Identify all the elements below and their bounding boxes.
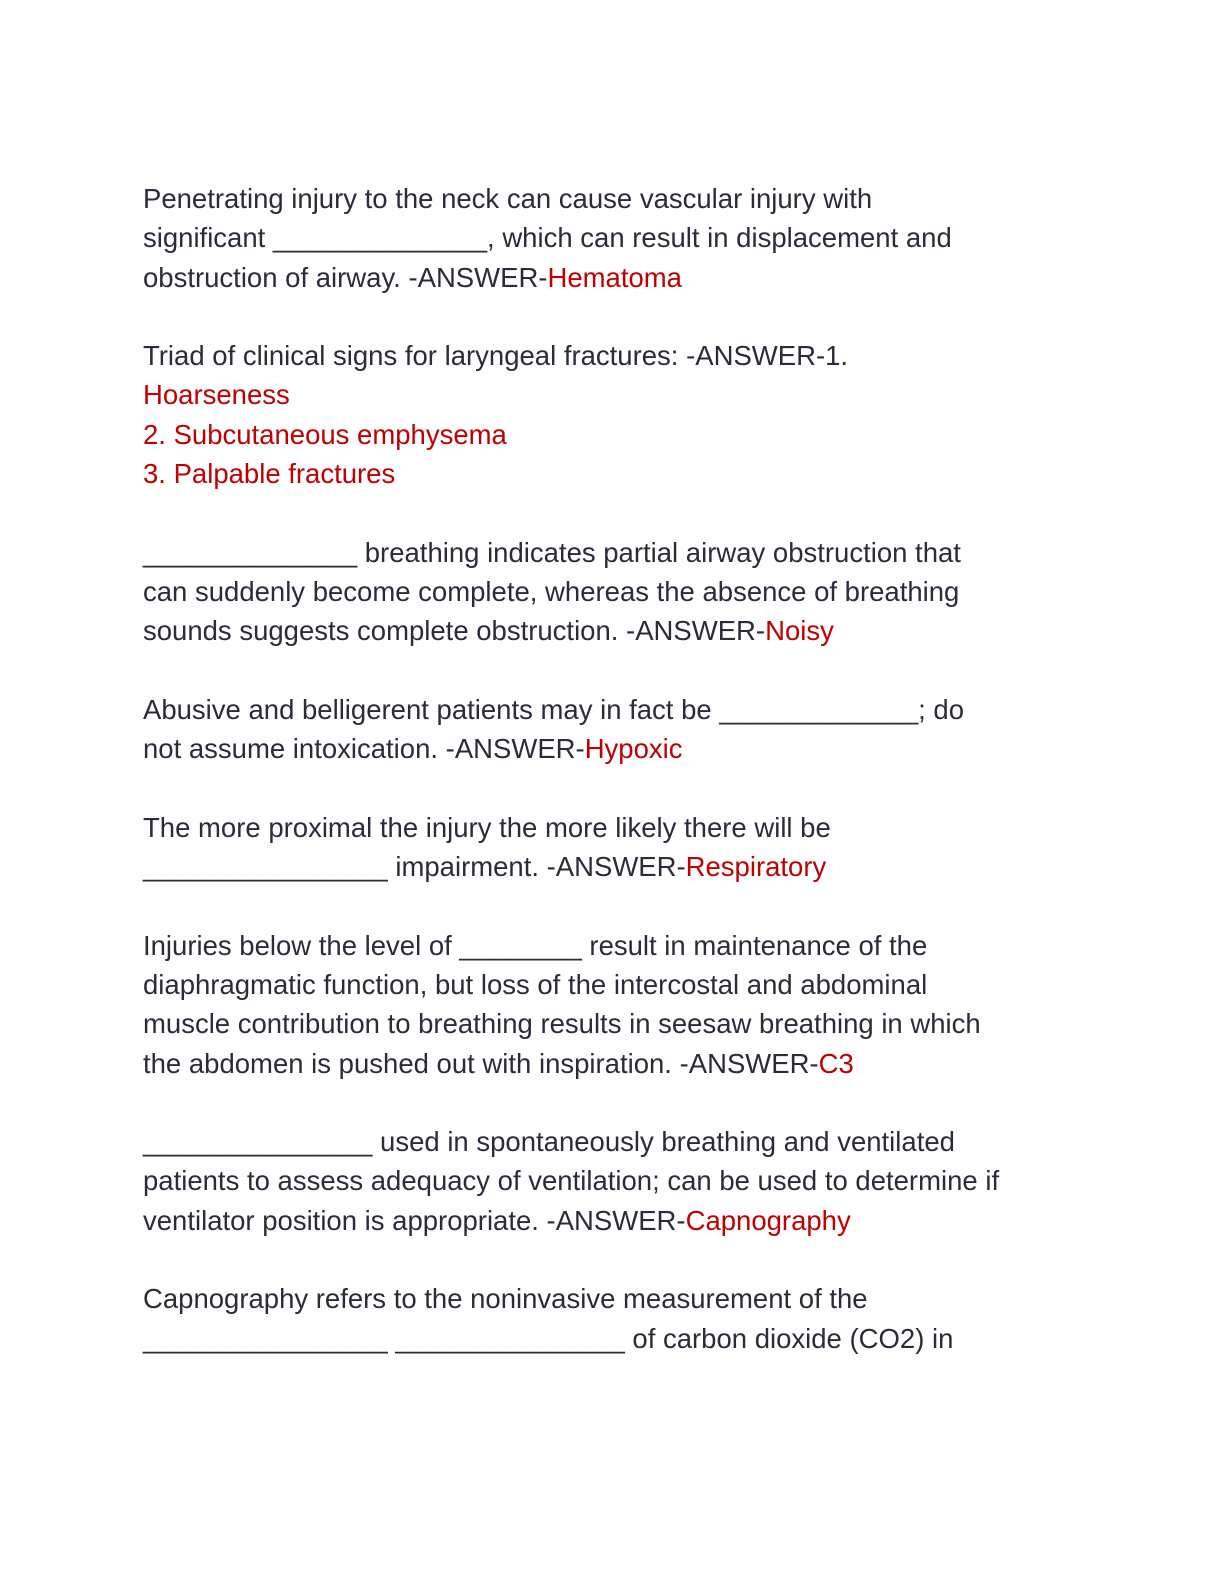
answer-text: Hoarseness xyxy=(143,379,290,411)
question-text: ventilator position is appropriate. -ANSWER- xyxy=(143,1204,686,1236)
paragraph-gap xyxy=(143,1083,1083,1122)
answer-text: Respiratory xyxy=(685,851,827,883)
answer-text: Hematoma xyxy=(547,261,682,293)
text-line xyxy=(143,572,1083,611)
question-text: sounds suggests complete obstruction. -ANSWER- xyxy=(143,615,766,647)
qa-item xyxy=(143,690,1083,769)
text-line xyxy=(143,690,1083,729)
question-text: diaphragmatic function, but loss of the intercostal and abdominal xyxy=(143,968,928,1000)
text-line xyxy=(143,375,1083,414)
question-text: Capnography refers to the noninvasive measurement of the xyxy=(143,1283,868,1315)
text-line xyxy=(143,179,1083,218)
text-line xyxy=(143,258,1083,297)
text-line xyxy=(143,533,1083,572)
paragraph-gap xyxy=(143,768,1083,807)
question-text: ______________ breathing indicates partial airway obstruction that xyxy=(143,536,961,568)
answer-text: 2. Subcutaneous emphysema xyxy=(143,418,507,450)
paragraph-gap xyxy=(143,651,1083,690)
question-text: The more proximal the injury the more likely there will be xyxy=(143,811,831,843)
paragraph-gap xyxy=(143,297,1083,336)
text-line xyxy=(143,454,1083,493)
text-line xyxy=(143,926,1083,965)
qa-item xyxy=(143,1122,1083,1240)
question-text: Penetrating injury to the neck can cause vascular injury with xyxy=(143,183,873,214)
answer-text: Noisy xyxy=(765,615,834,647)
answer-text: Hypoxic xyxy=(584,733,683,765)
question-text: ________________ impairment. -ANSWER- xyxy=(143,851,686,883)
text-line xyxy=(143,1319,1083,1358)
text-line xyxy=(143,415,1083,454)
text-line xyxy=(143,847,1083,886)
question-text: Triad of clinical signs for laryngeal fractures: -ANSWER-1. xyxy=(143,340,849,372)
text-line xyxy=(143,1201,1083,1240)
qa-item xyxy=(143,1279,1083,1358)
question-text: _______________ used in spontaneously breathing and ventilated xyxy=(143,1126,955,1158)
qa-content xyxy=(143,179,1083,1358)
paragraph-gap xyxy=(143,493,1083,532)
question-text: can suddenly become complete, whereas the absence of breathing xyxy=(143,575,960,607)
qa-item xyxy=(143,179,1083,297)
text-line xyxy=(143,965,1083,1004)
question-text: patients to assess adequacy of ventilation; can be used to determine if xyxy=(143,1165,1000,1197)
text-line xyxy=(143,1279,1083,1318)
text-line xyxy=(143,218,1083,257)
qa-item xyxy=(143,808,1083,887)
text-line xyxy=(143,1044,1083,1083)
paragraph-gap xyxy=(143,1240,1083,1279)
question-text: not assume intoxication. -ANSWER- xyxy=(143,733,585,765)
answer-text: Capnography xyxy=(685,1204,851,1236)
question-text: the abdomen is pushed out with inspiration. -ANSWER- xyxy=(143,1047,819,1079)
text-line xyxy=(143,729,1083,768)
paragraph-gap xyxy=(143,886,1083,925)
answer-text: C3 xyxy=(818,1047,854,1079)
text-line xyxy=(143,1004,1083,1043)
question-text: Injuries below the level of ________ result in maintenance of the xyxy=(143,929,928,961)
qa-item xyxy=(143,533,1083,651)
text-line xyxy=(143,808,1083,847)
text-line xyxy=(143,1122,1083,1161)
question-text: significant ______________, which can result in displacement and xyxy=(143,222,952,254)
text-line xyxy=(143,336,1083,375)
text-line xyxy=(143,1161,1083,1200)
answer-text: 3. Palpable fractures xyxy=(143,458,396,490)
text-line xyxy=(143,611,1083,650)
question-text: ________________ _______________ of carbon dioxide (CO2) in xyxy=(143,1322,954,1354)
question-text: Abusive and belligerent patients may in fact be _____________; do xyxy=(143,693,965,725)
qa-item xyxy=(143,336,1083,493)
qa-item xyxy=(143,926,1083,1083)
question-text: muscle contribution to breathing results in seesaw breathing in which xyxy=(143,1008,981,1040)
question-text: obstruction of airway. -ANSWER- xyxy=(143,261,548,293)
